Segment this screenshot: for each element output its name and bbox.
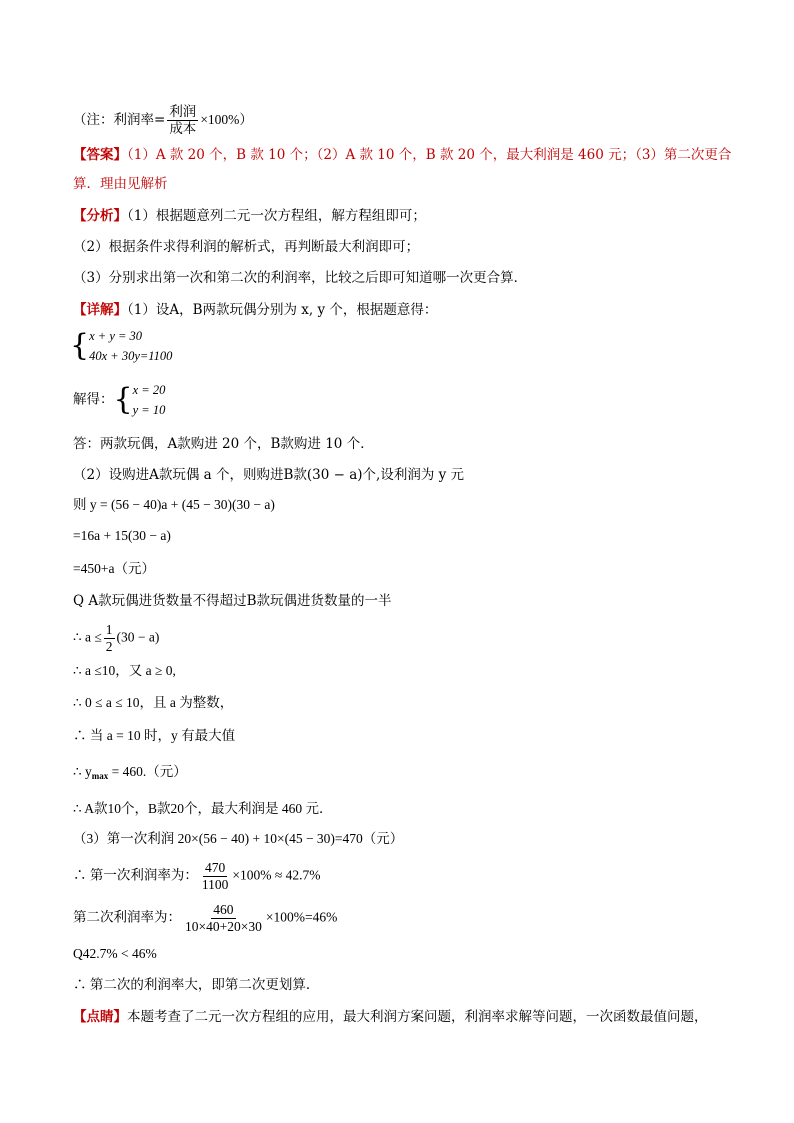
equation-system-1: { x + y = 30 40x + 30y=1100 — [70, 328, 173, 363]
analysis-line-1: 【分析】（1）根据题意列二元一次方程组，解方程组即可； — [73, 208, 426, 224]
part2-line-11: ∴ A款10个，B款20个，最大利润是 460 元． — [73, 801, 333, 816]
part2-line-5: Q A款玩偶进货数量不得超过B款玩偶进货数量的一半 — [73, 593, 392, 609]
note-fraction: $\frac{\text{利润}}{\text{成本}}$ — [169, 104, 197, 137]
part2-line-10: ∴ $y_{max} = 460$.（元） — [73, 764, 187, 781]
answer-line-1: 【答案】（1）A 款 20 个，B 款 10 个；（2）A 款 10 个，B 款 20 个，最大利润是 460 元；（3）第二次更合 — [73, 147, 732, 163]
second-rate-fraction: $\frac{460}{10\times 40+20\times 30}$ — [185, 902, 262, 934]
part2-line-6: ∴ a ≤ $\frac{1}{2}$ (30 − a) — [73, 622, 160, 654]
part2-line-3: =16a + 15(30 − a) — [73, 528, 171, 543]
analysis-tag: 【分析】 — [73, 208, 127, 224]
part2-line-8: ∴ 0 ≤ a ≤ 10，且 a 为整数， — [73, 695, 234, 710]
detail-tag: 【详解】 — [73, 302, 127, 318]
part2-line-2: 则 y = (56 − 40)a + (45 − 30)(30 − a) — [73, 497, 275, 512]
half-fraction: $\frac{1}{2}$ — [105, 622, 113, 654]
part3-line-2: ∴ 第一次利润率为： $\frac{470}{1100}$ ×100% ≈ 42.7% — [73, 860, 321, 892]
part2-line-7: ∴ a ≤10，又 a ≥ 0, — [73, 663, 176, 678]
note-line: （注：利润率= $\frac{\text{利润}}{\text{成本}}$ ×100%） — [73, 104, 253, 137]
part3-line-5: ∴ 第二次的利润率大，即第二次更划算． — [73, 977, 320, 992]
part2-line-1: （2）设购进A款玩偶 a 个，则购进B款(30 − a)个,设利润为 y 元 — [73, 467, 465, 483]
solution-system: 解得：{ x = 20 y = 10 — [73, 382, 166, 417]
analysis-line-2: （2）根据条件求得利润的解析式，再判断最大利润即可； — [73, 239, 420, 255]
comment-line: 【点睛】本题考查了二元一次方程组的应用，最大利润方案问题，利润率求解等问题，一次函数最值问题， — [73, 1009, 708, 1025]
comment-tag: 【点睛】 — [73, 1009, 127, 1025]
part2-line-4: =450+a（元） — [73, 561, 155, 576]
answer-line-2: 算．理由见解析 — [73, 176, 168, 192]
part3-line-1: （3）第一次利润 20×(56 − 40) + 10×(45 − 30)=470（元） — [73, 831, 404, 846]
answer-tag: 【答案】 — [73, 147, 127, 163]
analysis-line-3: （3）分别求出第一次和第二次的利润率，比较之后即可知道哪一次更合算． — [73, 270, 528, 286]
first-rate-fraction: $\frac{470}{1100}$ — [201, 860, 229, 892]
left-brace: { — [70, 328, 90, 363]
detail-line-1: 【详解】（1）设A，B两款玩偶分别为 x, y 个，根据题意得： — [73, 302, 438, 318]
detail-answer-1: 答：两款玩偶，A款购进 20 个，B款购进 10 个． — [73, 436, 374, 452]
part3-line-3: 第二次利润率为： $\frac{460}{10\times 40+20\times 30}$ ×100%=46% — [73, 902, 338, 934]
part3-line-4: Q42.7% < 46% — [73, 946, 157, 961]
part2-line-9: ∴ 当 a = 10 时，y 有最大值 — [73, 728, 236, 743]
left-brace: { — [113, 382, 133, 417]
